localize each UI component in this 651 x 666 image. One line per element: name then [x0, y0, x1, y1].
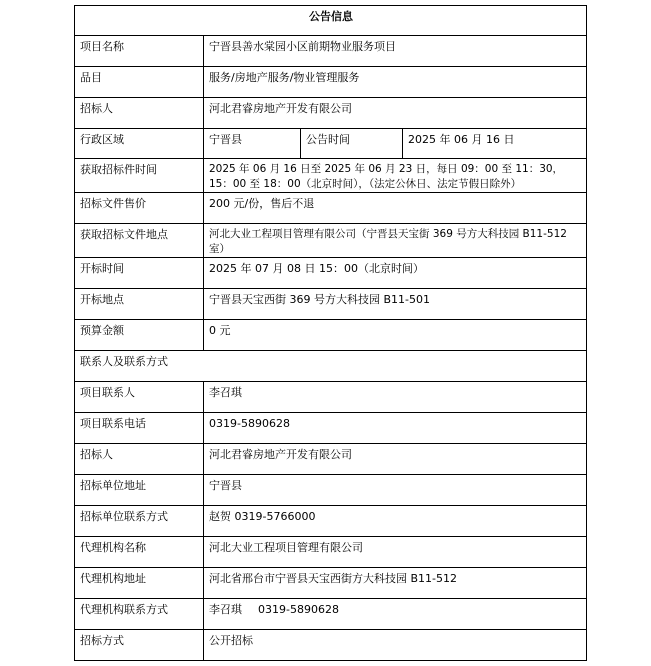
- section-heading: 联系人及联系方式: [75, 351, 587, 382]
- label: 开标地点: [75, 289, 204, 320]
- value: 2025 年 07 月 08 日 15：00（北京时间）: [204, 258, 587, 289]
- row-region: [75, 129, 587, 159]
- label: 行政区域: [75, 129, 204, 159]
- value: 2025 年 06 月 16 日至 2025 年 06 月 23 日，每日 09：00 至 11：30，15：00 至 18：00（北京时间），（法定公休日、法定节假日除外）: [204, 159, 587, 193]
- row-method: [75, 630, 587, 661]
- label: 代理机构联系方式: [75, 599, 204, 630]
- value: 赵贺 0319-5766000: [204, 506, 587, 537]
- row-doc-price: [75, 193, 587, 224]
- row-agency-contact: [75, 599, 587, 630]
- label: 获取招标件时间: [75, 159, 204, 193]
- announcement-table: [74, 5, 587, 661]
- label: 代理机构名称: [75, 537, 204, 568]
- region-value: 宁晋县: [204, 129, 301, 159]
- row-agency-address: [75, 568, 587, 599]
- table-title: 公告信息: [75, 6, 587, 36]
- agency-contact-name: 李召琪: [209, 603, 242, 616]
- label: 招标单位联系方式: [75, 506, 204, 537]
- value: 河北大业工程项目管理有限公司: [204, 537, 587, 568]
- value: [204, 599, 587, 630]
- value: 河北省邢台市宁晋县天宝西街方大科技园 B11-512: [204, 568, 587, 599]
- label: 招标单位地址: [75, 475, 204, 506]
- label: 项目联系人: [75, 382, 204, 413]
- row-contact-tenderer: [75, 444, 587, 475]
- row-project-phone: [75, 413, 587, 444]
- label: 开标时间: [75, 258, 204, 289]
- value: 公开招标: [204, 630, 587, 661]
- label: 代理机构地址: [75, 568, 204, 599]
- agency-contact-phone: 0319-5890628: [258, 603, 339, 616]
- value: 宁晋县: [204, 475, 587, 506]
- date-value: 2025 年 06 月 16 日: [403, 129, 587, 159]
- row-tenderer-address: [75, 475, 587, 506]
- row-tenderer-contact: [75, 506, 587, 537]
- value: 河北君睿房地产开发有限公司: [204, 444, 587, 475]
- label: 获取招标文件地点: [75, 224, 204, 258]
- label: 招标人: [75, 98, 204, 129]
- label: 项目名称: [75, 36, 204, 67]
- row-project-name: [75, 36, 587, 67]
- label: 招标人: [75, 444, 204, 475]
- row-doc-place: [75, 224, 587, 258]
- row-doc-period: [75, 159, 587, 193]
- row-budget: [75, 320, 587, 351]
- value: 服务/房地产服务/物业管理服务: [204, 67, 587, 98]
- value: 宁晋县善水棠园小区前期物业服务项目: [204, 36, 587, 67]
- row-open-place: [75, 289, 587, 320]
- row-agency-name: [75, 537, 587, 568]
- value: 0 元: [204, 320, 587, 351]
- value: 200 元/份，售后不退: [204, 193, 587, 224]
- row-contacts-heading: [75, 351, 587, 382]
- value: 0319-5890628: [204, 413, 587, 444]
- value: 河北君睿房地产开发有限公司: [204, 98, 587, 129]
- row-tenderer: [75, 98, 587, 129]
- row-category: [75, 67, 587, 98]
- label: 项目联系电话: [75, 413, 204, 444]
- label: 品目: [75, 67, 204, 98]
- row-open-time: [75, 258, 587, 289]
- label: 招标方式: [75, 630, 204, 661]
- label: 预算金额: [75, 320, 204, 351]
- label: 招标文件售价: [75, 193, 204, 224]
- row-project-contact: [75, 382, 587, 413]
- date-label: 公告时间: [301, 129, 403, 159]
- value: 河北大业工程项目管理有限公司（宁晋县天宝街 369 号方大科技园 B11-512 室）: [204, 224, 587, 258]
- value: 李召琪: [204, 382, 587, 413]
- value: 宁晋县天宝西街 369 号方大科技园 B11-501: [204, 289, 587, 320]
